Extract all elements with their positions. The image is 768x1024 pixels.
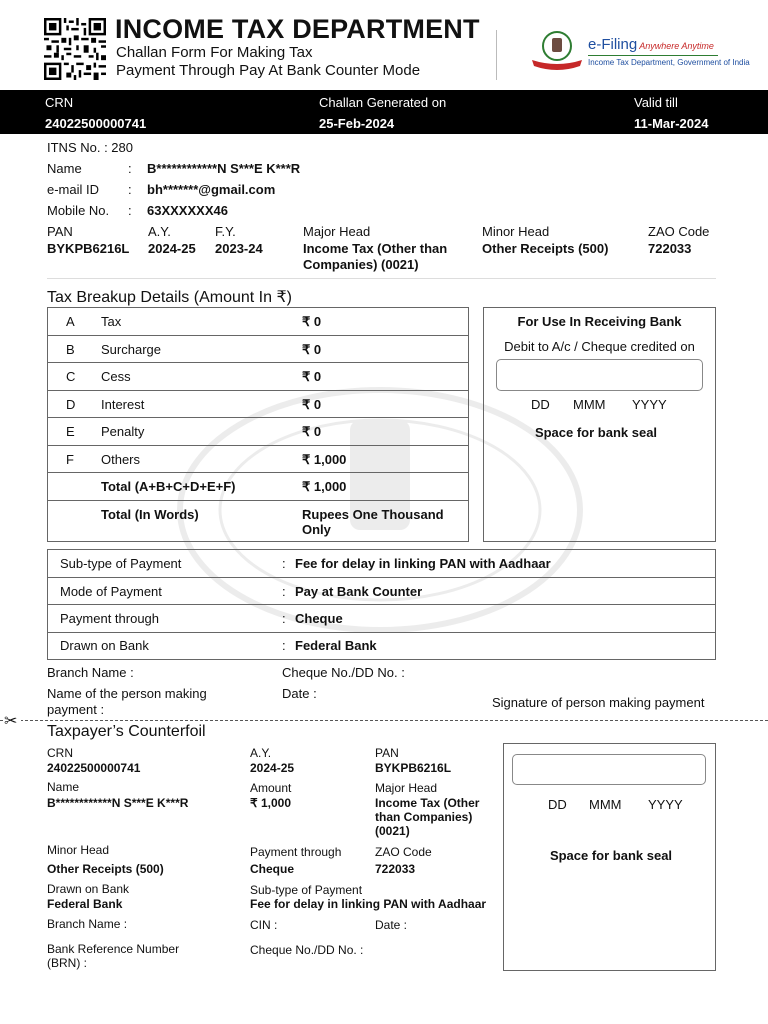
minor-head-label: Minor Head	[482, 224, 550, 239]
crn-value: 24022500000741	[45, 116, 147, 131]
table-row-divider	[47, 632, 716, 633]
payment-row-label: Payment through	[60, 611, 160, 626]
table-row-divider	[47, 362, 469, 363]
cf-yyyy-label: YYYY	[648, 797, 683, 812]
table-row-divider	[47, 577, 716, 578]
yyyy-label: YYYY	[632, 397, 667, 412]
cf-drawn-label: Drawn on Bank	[47, 882, 130, 896]
row-label: Tax	[101, 314, 122, 329]
valid-till-value: 11-Mar-2024	[634, 116, 709, 131]
cf-payment-through-value: Cheque	[250, 862, 295, 876]
table-row-divider	[47, 335, 469, 336]
major-head-label: Major Head	[303, 224, 371, 239]
row-label: Surcharge	[101, 342, 161, 357]
signature-label: Signature of person making payment	[492, 695, 705, 710]
name-colon: :	[128, 161, 132, 176]
pan-value: BYKPB6216L	[47, 241, 130, 256]
debit-text: Debit to A/c / Cheque credited on	[504, 339, 695, 354]
name-value: B************N S***E K***R	[147, 161, 301, 176]
table-row-divider	[47, 472, 469, 473]
total-words-line1: Rupees One Thousand	[302, 507, 444, 522]
row-label: Others	[101, 452, 141, 467]
cf-name-label: Name	[47, 780, 80, 794]
header-divider	[496, 30, 497, 80]
cf-ay-label: A.Y.	[250, 746, 272, 760]
cf-major-head-line3: (0021)	[375, 824, 410, 838]
national-emblem-icon	[530, 30, 584, 72]
minor-head-value: Other Receipts (500)	[482, 241, 609, 256]
cf-amount-value: ₹ 1,000	[250, 796, 291, 810]
tax-breakup-title: Tax Breakup Details (Amount In ₹)	[47, 289, 292, 306]
cf-subtype-label: Sub-type of Payment	[250, 883, 363, 897]
payment-row-colon: :	[282, 556, 286, 571]
table-row-divider	[47, 500, 469, 501]
date-label: Date :	[282, 686, 317, 701]
bank-seal-label: Space for bank seal	[534, 425, 658, 440]
department-title: INCOME TAX DEPARTMENT	[115, 14, 480, 44]
cf-brn-label-line1: Bank Reference Number	[47, 942, 180, 956]
row-code: A	[66, 314, 75, 329]
table-row-divider	[47, 417, 469, 418]
crn-label: CRN	[45, 95, 74, 110]
cf-name-value: B************N S***E K***R	[47, 796, 189, 810]
payment-row-colon: :	[282, 584, 286, 599]
generated-value: 25-Feb-2024	[319, 116, 395, 131]
cf-cheque-no-label: Cheque No./DD No. :	[250, 943, 364, 957]
cf-crn-value: 24022500000741	[47, 761, 141, 775]
major-head-line1: Income Tax (Other than	[303, 241, 448, 256]
mobile-label: Mobile No.	[47, 203, 110, 218]
row-code: C	[66, 369, 76, 384]
counterfoil-title: Taxpayer’s Counterfoil	[47, 723, 206, 740]
cf-minor-head-label: Minor Head	[47, 843, 110, 857]
mobile-colon: :	[128, 203, 132, 218]
efiling-subtitle: Income Tax Department, Government of India	[588, 58, 750, 67]
cf-major-head-line2: than Companies)	[375, 810, 473, 824]
efiling-logo-text	[588, 36, 714, 53]
payment-row-value: Cheque	[295, 611, 343, 626]
row-amount: ₹ 0	[302, 342, 322, 357]
email-label: e-mail ID	[47, 182, 100, 197]
payment-row-value: Federal Bank	[295, 638, 377, 653]
row-label: Penalty	[101, 424, 145, 439]
row-code: B	[66, 342, 75, 357]
row-amount: ₹ 0	[302, 424, 322, 439]
cf-mmm-label: MMM	[589, 797, 622, 812]
form-subtitle-line2: Payment Through Pay At Bank Counter Mode	[116, 62, 421, 79]
payment-row-colon: :	[282, 611, 286, 626]
cf-ay-value: 2024-25	[250, 761, 295, 775]
zao-code-value: 722033	[648, 241, 692, 256]
efiling-name: e-Filing	[588, 36, 638, 53]
row-label: Cess	[101, 369, 131, 384]
major-head-line2: Companies) (0021)	[303, 257, 419, 272]
cf-brn-label-line2: (BRN) :	[47, 956, 87, 970]
total-words-line2: Only	[302, 522, 331, 537]
row-amount: ₹ 0	[302, 314, 322, 329]
email-value: bh*******@gmail.com	[147, 182, 276, 197]
row-amount: ₹ 0	[302, 397, 322, 412]
row-amount: ₹ 0	[302, 369, 322, 384]
row-code: D	[66, 397, 76, 412]
cf-crn-label: CRN	[47, 746, 73, 760]
payment-row-value: Pay at Bank Counter	[295, 584, 423, 599]
bank-date-field[interactable]	[496, 359, 703, 391]
efiling-underline	[588, 55, 718, 56]
total-value: ₹ 1,000	[302, 479, 347, 494]
itns-number: ITNS No. : 280	[47, 140, 133, 155]
generated-label: Challan Generated on	[319, 95, 447, 110]
payer-name-label-line1: Name of the person making	[47, 686, 207, 701]
cf-pan-value: BYKPB6216L	[375, 761, 452, 775]
payment-row-colon: :	[282, 638, 286, 653]
ay-value: 2024-25	[148, 241, 196, 256]
ay-label: A.Y.	[148, 224, 171, 239]
email-colon: :	[128, 182, 132, 197]
cf-minor-head-value: Other Receipts (500)	[47, 862, 164, 876]
dd-label: DD	[531, 397, 550, 412]
efiling-tagline: Anywhere Anytime	[639, 41, 714, 51]
row-code: E	[66, 424, 75, 439]
cf-payment-through-label: Payment through	[250, 845, 342, 859]
cf-zao-label: ZAO Code	[375, 845, 432, 859]
row-label: Interest	[101, 397, 145, 412]
name-label: Name	[47, 161, 82, 176]
cf-zao-value: 722033	[375, 862, 416, 876]
row-code: F	[66, 452, 74, 467]
payment-row-value: Fee for delay in linking PAN with Aadhaar	[295, 556, 551, 571]
mobile-value: 63XXXXXX46	[147, 203, 228, 218]
cf-bank-date-field[interactable]	[512, 754, 706, 785]
row-amount: ₹ 1,000	[302, 452, 347, 467]
cf-major-head-line1: Income Tax (Other	[375, 796, 480, 810]
cf-major-head-label: Major Head	[375, 781, 438, 795]
cf-pan-label: PAN	[375, 746, 399, 760]
payer-name-label-line2: payment :	[47, 702, 105, 717]
mmm-label: MMM	[573, 397, 606, 412]
total-words-label: Total (In Words)	[101, 507, 199, 522]
challan-info-band	[0, 90, 768, 134]
payment-row-label: Drawn on Bank	[60, 638, 149, 653]
payment-row-label: Mode of Payment	[60, 584, 162, 599]
cf-cin-label: CIN :	[250, 918, 278, 932]
branch-name-label: Branch Name :	[47, 665, 134, 680]
table-row-divider	[47, 604, 716, 605]
cf-bank-seal-label: Space for bank seal	[549, 848, 673, 863]
pan-label: PAN	[47, 224, 73, 239]
form-subtitle-line1: Challan Form For Making Tax	[116, 44, 313, 61]
table-row-divider	[47, 445, 469, 446]
cf-branch-label: Branch Name :	[47, 917, 128, 931]
payment-row-label: Sub-type of Payment	[60, 556, 182, 571]
qr-code-icon	[44, 18, 106, 80]
table-row-divider	[47, 390, 469, 391]
fy-label: F.Y.	[215, 224, 236, 239]
total-label: Total (A+B+C+D+E+F)	[101, 479, 236, 494]
cf-amount-label: Amount	[250, 781, 292, 795]
cf-drawn-value: Federal Bank	[47, 897, 123, 911]
scissors-icon: ✂	[4, 711, 21, 731]
cf-date-label: Date :	[375, 918, 408, 932]
receiving-bank-title: For Use In Receiving Bank	[517, 314, 682, 329]
cheque-no-label: Cheque No./DD No. :	[282, 665, 405, 680]
section-divider	[47, 278, 716, 279]
zao-code-label: ZAO Code	[648, 224, 710, 239]
cut-line	[0, 720, 768, 721]
valid-till-label: Valid till	[634, 95, 678, 110]
fy-value: 2023-24	[215, 241, 263, 256]
cf-subtype-value: Fee for delay in linking PAN with Aadhaar	[250, 897, 487, 911]
cf-dd-label: DD	[548, 797, 567, 812]
